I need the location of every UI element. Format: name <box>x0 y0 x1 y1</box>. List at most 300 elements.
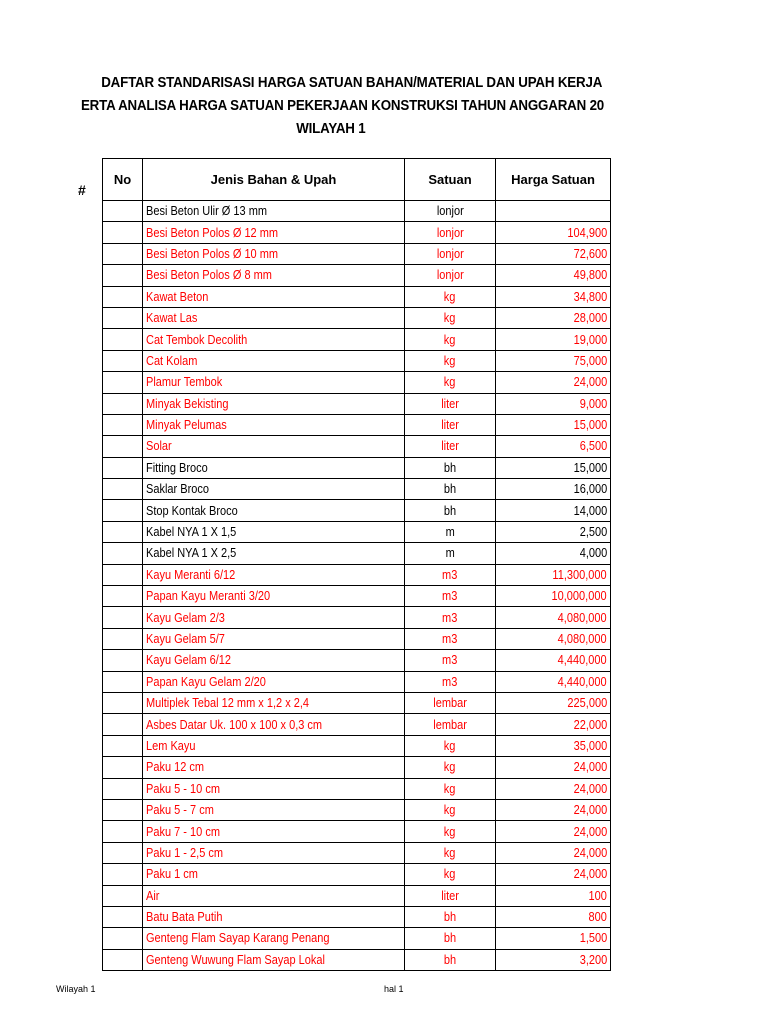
row-price-text: 24,000 <box>573 803 607 818</box>
row-name-text: Multiplek Tebal 12 mm x 1,2 x 2,4 <box>146 696 310 711</box>
row-price <box>496 329 611 350</box>
row-name-text: Kayu Gelam 5/7 <box>146 632 225 646</box>
table-row <box>103 778 611 799</box>
row-unit <box>405 564 496 585</box>
table-row <box>103 265 611 286</box>
row-name <box>143 222 405 243</box>
row-price <box>496 864 611 885</box>
row-unit-text: lonjor <box>436 225 464 240</box>
table-row <box>103 500 611 521</box>
row-name-text: Stop Kontak Broco <box>146 503 238 518</box>
row-name-text: Besi Beton Polos Ø 12 mm <box>146 225 279 240</box>
row-name <box>143 864 405 885</box>
row-price <box>496 842 611 863</box>
row-name <box>143 692 405 713</box>
row-price-text: 24,000 <box>573 760 607 775</box>
row-name-text: Plamur Tembok <box>146 375 223 390</box>
row-price-text: 24,000 <box>573 824 607 839</box>
row-unit <box>405 735 496 756</box>
row-price <box>496 521 611 542</box>
row-price <box>496 821 611 842</box>
row-no <box>103 586 143 607</box>
row-unit <box>405 906 496 927</box>
row-name <box>143 799 405 820</box>
row-price <box>496 928 611 949</box>
table-row <box>103 286 611 307</box>
table-row <box>103 350 611 371</box>
row-unit <box>405 457 496 478</box>
row-unit <box>405 949 496 970</box>
row-name <box>143 821 405 842</box>
row-name-text: Cat Tembok Decolith <box>146 332 248 347</box>
table-row <box>103 735 611 756</box>
row-name-text: Fitting Broco <box>146 460 208 475</box>
row-unit-text: kg <box>444 332 456 347</box>
row-name-text: Besi Beton Polos Ø 8 mm <box>146 268 272 283</box>
row-price-text: 1,500 <box>579 931 607 946</box>
row-name <box>143 521 405 542</box>
table-row <box>103 307 611 328</box>
hash-label: # <box>78 182 86 198</box>
row-price-text: 24,000 <box>573 781 607 796</box>
row-unit <box>405 842 496 863</box>
row-no <box>103 671 143 692</box>
table-row <box>103 414 611 435</box>
table-row <box>103 928 611 949</box>
row-name-text: Besi Beton Polos Ø 10 mm <box>146 246 279 261</box>
row-price <box>496 714 611 735</box>
row-no <box>103 735 143 756</box>
row-unit <box>405 243 496 264</box>
row-name-text: Minyak Bekisting <box>146 396 229 411</box>
row-name <box>143 372 405 393</box>
table-body <box>103 201 611 971</box>
row-unit-text: m3 <box>442 653 458 668</box>
row-price-text: 4,440,000 <box>558 653 607 668</box>
row-no <box>103 885 143 906</box>
row-price-text: 15,000 <box>573 418 607 433</box>
table-row <box>103 692 611 713</box>
row-unit <box>405 521 496 542</box>
row-no <box>103 821 143 842</box>
table-row <box>103 521 611 542</box>
table-row <box>103 607 611 628</box>
row-unit <box>405 350 496 371</box>
row-price <box>496 222 611 243</box>
row-price <box>496 479 611 500</box>
row-price-text: 11,300,000 <box>552 567 607 582</box>
row-price-text: 800 <box>588 910 607 925</box>
row-unit <box>405 821 496 842</box>
row-unit-text: bh <box>443 503 457 518</box>
row-price-text: 4,080,000 <box>558 632 607 646</box>
row-name-text: Genteng Wuwung Flam Sayap Lokal <box>146 952 325 967</box>
price-table <box>102 158 611 971</box>
table-row <box>103 714 611 735</box>
row-unit-text: lonjor <box>436 204 464 219</box>
row-name <box>143 329 405 350</box>
row-unit <box>405 628 496 649</box>
table-row <box>103 543 611 564</box>
table-row <box>103 329 611 350</box>
row-unit-text: liter <box>441 439 459 454</box>
row-name-text: Kawat Las <box>146 311 198 326</box>
row-price-text: 4,000 <box>579 546 607 561</box>
row-name <box>143 949 405 970</box>
row-unit <box>405 885 496 906</box>
row-no <box>103 479 143 500</box>
row-name-text: Genteng Flam Sayap Karang Penang <box>146 931 330 946</box>
row-unit <box>405 436 496 457</box>
table-header-row <box>103 159 611 201</box>
row-unit-text: lembar <box>433 717 467 732</box>
row-price <box>496 243 611 264</box>
row-unit-text: bh <box>443 952 457 967</box>
row-price <box>496 799 611 820</box>
row-no <box>103 692 143 713</box>
row-price <box>496 201 611 222</box>
row-no <box>103 864 143 885</box>
row-name <box>143 586 405 607</box>
table-row <box>103 372 611 393</box>
row-name-text: Kawat Beton <box>146 289 209 304</box>
table-row <box>103 842 611 863</box>
footer-region: Wilayah 1 <box>56 984 96 994</box>
row-no <box>103 243 143 264</box>
row-unit <box>405 778 496 799</box>
row-name <box>143 564 405 585</box>
row-price <box>496 628 611 649</box>
row-name-text: Solar <box>146 439 172 454</box>
row-price-text: 72,600 <box>573 246 607 261</box>
row-name-text: Kayu Gelam 2/3 <box>146 610 225 625</box>
row-no <box>103 393 143 414</box>
row-no <box>103 607 143 628</box>
row-unit-text: bh <box>443 482 457 497</box>
row-name-text: Papan Kayu Meranti 3/20 <box>146 589 271 604</box>
row-unit-text: bh <box>443 910 457 925</box>
row-price-text: 15,000 <box>573 460 607 475</box>
row-name <box>143 201 405 222</box>
document-title <box>0 72 768 141</box>
row-price <box>496 906 611 927</box>
row-name-text: Saklar Broco <box>146 482 209 497</box>
row-name <box>143 243 405 264</box>
title-line-3: WILAYAH 1 <box>296 121 366 137</box>
row-name <box>143 757 405 778</box>
row-name-text: Lem Kayu <box>146 738 196 753</box>
row-unit-text: m3 <box>442 610 458 625</box>
row-price-text: 100 <box>588 888 607 903</box>
row-price <box>496 949 611 970</box>
row-price-text: 24,000 <box>573 845 607 860</box>
row-name <box>143 906 405 927</box>
row-price <box>496 757 611 778</box>
row-unit <box>405 372 496 393</box>
row-name <box>143 286 405 307</box>
row-name <box>143 928 405 949</box>
row-name-text: Minyak Pelumas <box>146 418 227 433</box>
row-unit <box>405 928 496 949</box>
row-price <box>496 650 611 671</box>
row-name <box>143 543 405 564</box>
row-unit-text: bh <box>443 931 457 946</box>
row-price-text: 14,000 <box>573 503 607 518</box>
row-unit <box>405 222 496 243</box>
header-name: Jenis Bahan & Upah <box>143 159 405 201</box>
table-row <box>103 949 611 970</box>
row-unit-text: liter <box>441 396 459 411</box>
row-unit-text: kg <box>444 781 456 796</box>
row-price-text: 3,200 <box>579 952 607 967</box>
row-price <box>496 543 611 564</box>
row-price-text: 10,000,000 <box>551 589 607 604</box>
row-name <box>143 307 405 328</box>
row-no <box>103 350 143 371</box>
row-price <box>496 457 611 478</box>
row-unit-text: m <box>445 546 455 561</box>
row-unit <box>405 757 496 778</box>
row-name <box>143 393 405 414</box>
row-unit-text: kg <box>444 824 456 839</box>
row-no <box>103 564 143 585</box>
row-unit <box>405 286 496 307</box>
row-name <box>143 414 405 435</box>
row-price-text: 104,900 <box>567 225 607 240</box>
row-price <box>496 372 611 393</box>
row-price-text: 4,440,000 <box>558 674 607 689</box>
row-no <box>103 329 143 350</box>
row-no <box>103 201 143 222</box>
header-no: No <box>103 159 143 201</box>
table-row <box>103 222 611 243</box>
row-name-text: Papan Kayu Gelam 2/20 <box>146 674 266 689</box>
row-name-text: Kabel NYA 1 X 2,5 <box>146 546 237 561</box>
row-unit <box>405 500 496 521</box>
row-price <box>496 393 611 414</box>
row-name-text: Paku 5 - 7 cm <box>146 803 214 818</box>
table-row <box>103 650 611 671</box>
row-no <box>103 543 143 564</box>
row-no <box>103 222 143 243</box>
row-unit <box>405 414 496 435</box>
row-unit <box>405 265 496 286</box>
row-no <box>103 307 143 328</box>
row-price <box>496 436 611 457</box>
row-price <box>496 885 611 906</box>
row-unit <box>405 393 496 414</box>
row-name-text: Air <box>146 888 160 903</box>
row-name <box>143 479 405 500</box>
row-unit <box>405 650 496 671</box>
row-name <box>143 457 405 478</box>
row-no <box>103 521 143 542</box>
row-unit <box>405 714 496 735</box>
row-name <box>143 778 405 799</box>
row-unit-text: kg <box>444 803 456 818</box>
table-row <box>103 628 611 649</box>
row-unit <box>405 864 496 885</box>
row-price <box>496 692 611 713</box>
row-unit-text: kg <box>444 353 456 368</box>
row-price-text: 75,000 <box>573 353 607 368</box>
row-unit <box>405 586 496 607</box>
row-no <box>103 436 143 457</box>
row-name <box>143 628 405 649</box>
row-price-text: 225,000 <box>567 696 607 711</box>
row-no <box>103 457 143 478</box>
row-price-text: 9,000 <box>579 396 607 411</box>
row-price-text: 49,800 <box>573 268 607 283</box>
row-price <box>496 607 611 628</box>
row-price <box>496 350 611 371</box>
row-name-text: Kayu Meranti 6/12 <box>146 567 236 582</box>
row-unit-text: liter <box>441 888 459 903</box>
row-no <box>103 714 143 735</box>
table-row <box>103 799 611 820</box>
row-name <box>143 650 405 671</box>
row-no <box>103 842 143 863</box>
row-unit-text: m3 <box>442 567 458 582</box>
table-row <box>103 906 611 927</box>
row-price-text: 22,000 <box>573 717 607 732</box>
row-name <box>143 885 405 906</box>
row-name-text: Kabel NYA 1 X 1,5 <box>146 525 237 540</box>
row-price <box>496 265 611 286</box>
row-unit-text: kg <box>444 289 456 304</box>
row-name-text: Besi Beton Ulir Ø 13 mm <box>146 204 268 219</box>
row-unit-text: liter <box>441 418 459 433</box>
row-unit-text: lonjor <box>436 268 464 283</box>
title-line-1: DAFTAR STANDARISASI HARGA SATUAN BAHAN/MATERIAL DAN UPAH KERJA <box>101 75 603 91</box>
row-name <box>143 671 405 692</box>
table-row <box>103 457 611 478</box>
row-price-text: 24,000 <box>573 375 607 390</box>
row-name-text: Paku 5 - 10 cm <box>146 781 220 796</box>
row-name <box>143 500 405 521</box>
row-name-text: Paku 12 cm <box>146 760 205 775</box>
row-price <box>496 414 611 435</box>
table-row <box>103 201 611 222</box>
row-price-text: 6,500 <box>579 439 607 454</box>
table-row <box>103 885 611 906</box>
row-name <box>143 735 405 756</box>
row-unit <box>405 692 496 713</box>
table-row <box>103 564 611 585</box>
row-no <box>103 757 143 778</box>
row-name-text: Asbes Datar Uk. 100 x 100 x 0,3 cm <box>146 717 323 732</box>
header-price: Harga Satuan <box>496 159 611 201</box>
row-unit-text: kg <box>444 760 456 775</box>
row-price-text: 34,800 <box>573 289 607 304</box>
row-unit <box>405 799 496 820</box>
row-no <box>103 372 143 393</box>
row-unit <box>405 607 496 628</box>
row-no <box>103 949 143 970</box>
title-line-2: ERTA ANALISA HARGA SATUAN PEKERJAAN KONSTRUKSI TAHUN ANGGARAN 20 <box>80 98 605 114</box>
row-price <box>496 735 611 756</box>
row-unit-text: kg <box>444 738 456 753</box>
row-name <box>143 350 405 371</box>
row-unit-text: m3 <box>442 674 458 689</box>
row-no <box>103 778 143 799</box>
table-row <box>103 586 611 607</box>
row-no <box>103 650 143 671</box>
row-name-text: Paku 7 - 10 cm <box>146 824 220 839</box>
row-unit <box>405 307 496 328</box>
row-unit <box>405 329 496 350</box>
row-price <box>496 586 611 607</box>
table-row <box>103 821 611 842</box>
row-price <box>496 671 611 692</box>
row-no <box>103 928 143 949</box>
row-name-text: Kayu Gelam 6/12 <box>146 653 232 668</box>
row-unit-text: lonjor <box>436 246 464 261</box>
table-row <box>103 671 611 692</box>
row-name-text: Paku 1 - 2,5 cm <box>146 845 224 860</box>
row-no <box>103 799 143 820</box>
row-name-text: Batu Bata Putih <box>146 910 223 925</box>
row-price-text: 4,080,000 <box>558 610 607 625</box>
row-price-text: 24,000 <box>573 867 607 882</box>
row-name <box>143 714 405 735</box>
row-no <box>103 500 143 521</box>
row-price-text: 35,000 <box>573 738 607 753</box>
row-unit-text: lembar <box>433 696 467 711</box>
row-price <box>496 500 611 521</box>
table-row <box>103 243 611 264</box>
footer-page: hal 1 <box>384 984 404 994</box>
row-unit-text: m3 <box>442 632 458 646</box>
row-unit-text: kg <box>444 845 456 860</box>
row-unit-text: kg <box>444 311 456 326</box>
row-no <box>103 286 143 307</box>
row-name <box>143 842 405 863</box>
row-unit-text: m3 <box>442 589 458 604</box>
header-unit: Satuan <box>405 159 496 201</box>
row-price <box>496 286 611 307</box>
row-unit-text: bh <box>443 460 457 475</box>
row-name <box>143 265 405 286</box>
row-price-text: 28,000 <box>573 311 607 326</box>
row-name <box>143 436 405 457</box>
row-no <box>103 628 143 649</box>
table-row <box>103 479 611 500</box>
table-row <box>103 864 611 885</box>
row-price <box>496 564 611 585</box>
table-row <box>103 436 611 457</box>
row-unit <box>405 479 496 500</box>
row-price-text: 19,000 <box>573 332 607 347</box>
row-unit <box>405 201 496 222</box>
row-price <box>496 778 611 799</box>
row-price-text: 16,000 <box>573 482 607 497</box>
row-unit-text: kg <box>444 867 456 882</box>
row-name-text: Paku 1 cm <box>146 867 198 882</box>
row-price-text: 2,500 <box>579 525 607 540</box>
row-name <box>143 607 405 628</box>
row-unit-text: m <box>445 525 455 540</box>
row-name-text: Cat Kolam <box>146 353 198 368</box>
row-no <box>103 265 143 286</box>
row-unit <box>405 671 496 692</box>
table-row <box>103 393 611 414</box>
row-unit <box>405 543 496 564</box>
row-no <box>103 906 143 927</box>
row-no <box>103 414 143 435</box>
table-row <box>103 757 611 778</box>
row-unit-text: kg <box>444 375 456 390</box>
